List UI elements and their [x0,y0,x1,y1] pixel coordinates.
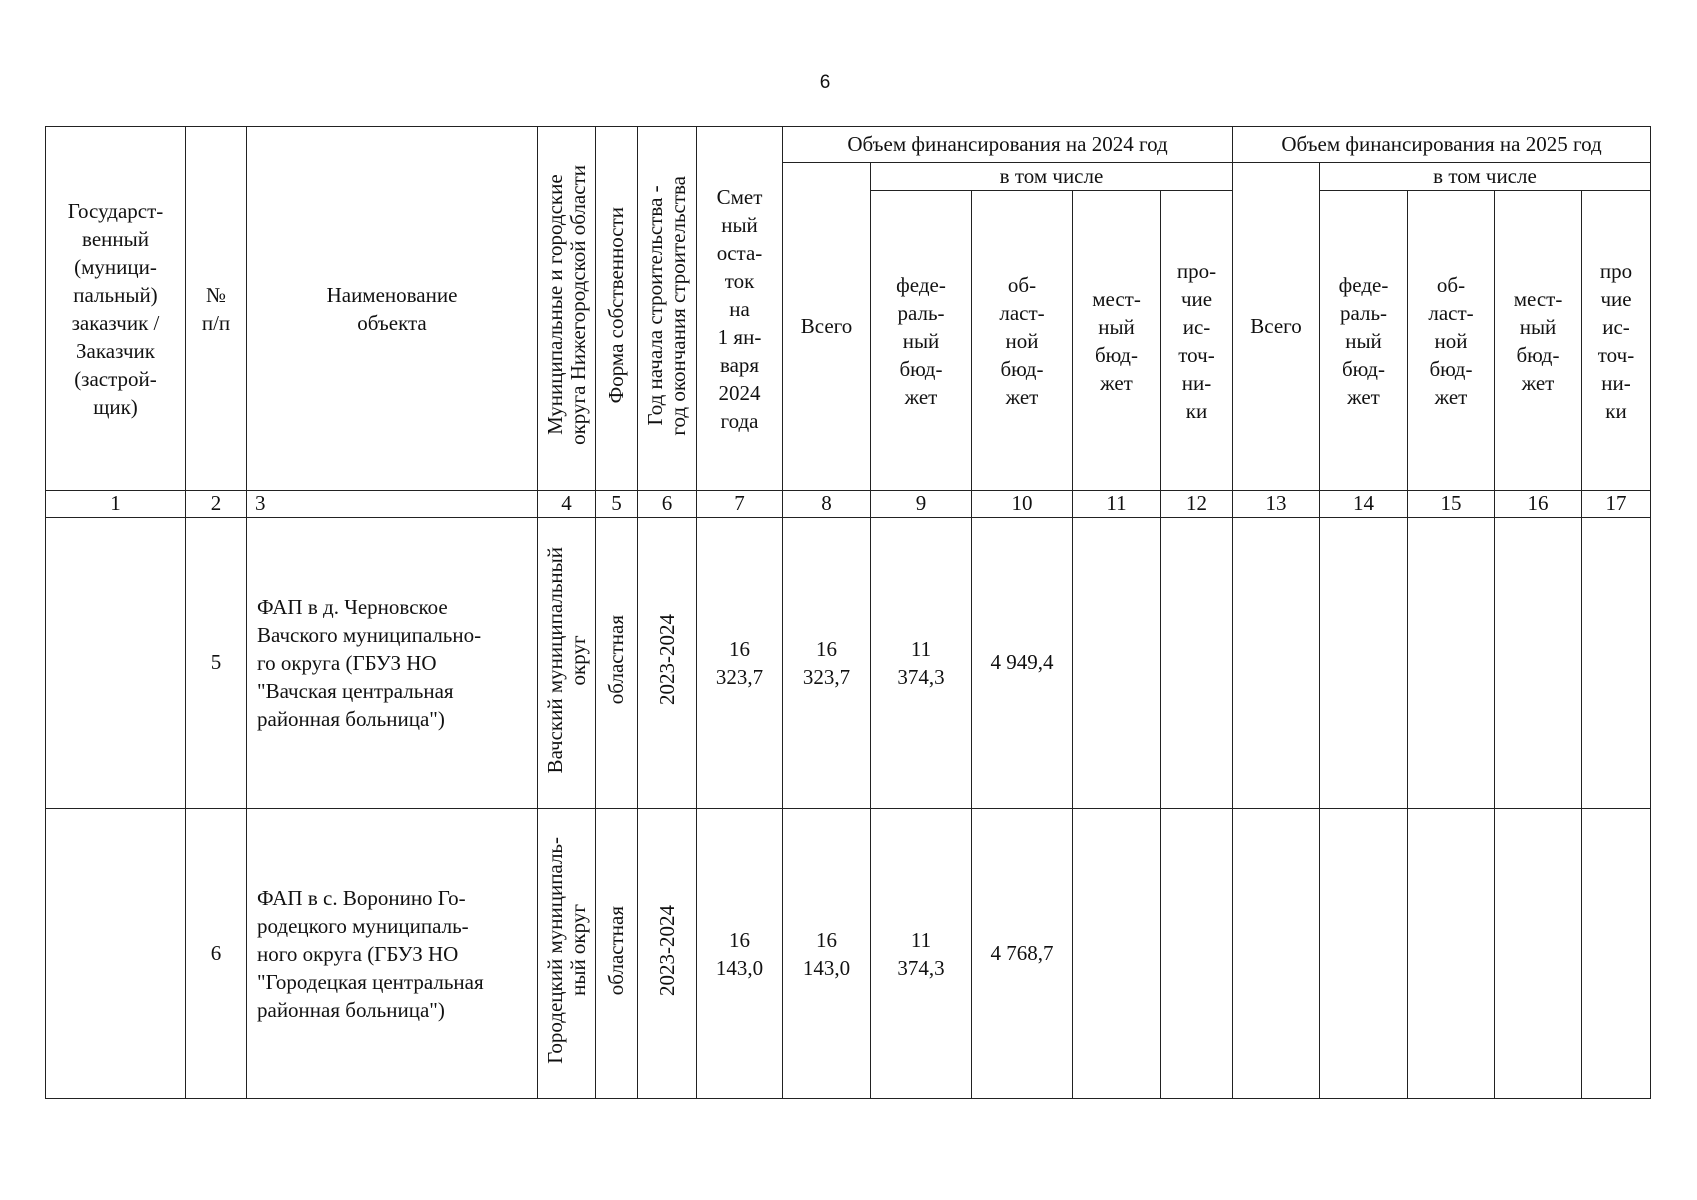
header-other-2025: про чие ис- точ- ни- ки [1582,191,1651,491]
column-number: 3 [247,491,538,518]
row-estimate: 16 323,7 [697,518,783,809]
table-row [46,518,1651,809]
row-federal-2025 [1320,809,1408,1099]
header-funding-2025: Объем финансирования на 2025 год [1233,127,1651,163]
row-total-2025 [1233,809,1320,1099]
header-including-2025: в том числе [1320,163,1651,191]
column-number: 15 [1408,491,1495,518]
column-number: 10 [972,491,1073,518]
row-total-2024: 16 143,0 [783,809,871,1099]
row-other-2025 [1582,809,1651,1099]
row-regional-2025 [1408,518,1495,809]
row-regional-2024: 4 768,7 [972,809,1073,1099]
header-including-2024: в том числе [871,163,1233,191]
row-years: 2023-2024 [638,809,697,1099]
column-number: 5 [596,491,638,518]
row-total-2025 [1233,518,1320,809]
header-municipality: Муниципальные и городские округа Нижегородской области [538,127,596,491]
row-number: 6 [186,809,247,1099]
row-number: 5 [186,518,247,809]
column-number: 11 [1073,491,1161,518]
page-number: 6 [819,72,831,93]
column-number: 7 [697,491,783,518]
row-object-name: ФАП в д. Черновское Вачского муниципально- го округа (ГБУЗ НО "Вачская центральная районная больница") [247,518,538,809]
header-federal-2025: феде- раль- ный бюд- жет [1320,191,1408,491]
column-number: 9 [871,491,972,518]
row-object-name: ФАП в с. Воронино Го- родецкого муниципаль- ного округа (ГБУЗ НО "Городецкая центральная районная больница") [247,809,538,1099]
table-row [46,809,1651,1099]
column-number: 16 [1495,491,1582,518]
header-object-name: Наименование объекта [247,127,538,491]
row-local-2024 [1073,809,1161,1099]
row-ownership: областная [596,518,638,809]
row-other-2025 [1582,518,1651,809]
row-municipality: Вачский муниципальный округ [538,518,596,809]
row-federal-2024: 11 374,3 [871,518,972,809]
header-ownership: Форма собственности [596,127,638,491]
row-years: 2023-2024 [638,518,697,809]
row-other-2024 [1161,809,1233,1099]
column-number: 1 [46,491,186,518]
row-regional-2024: 4 949,4 [972,518,1073,809]
column-number-row [46,491,1651,518]
header-other-2024: про- чие ис- точ- ни- ки [1161,191,1233,491]
row-local-2025 [1495,809,1582,1099]
header-local-2025: мест- ный бюд- жет [1495,191,1582,491]
header-local-2024: мест- ный бюд- жет [1073,191,1161,491]
row-local-2025 [1495,518,1582,809]
column-number: 6 [638,491,697,518]
header-regional-2024: об- ласт- ной бюд- жет [972,191,1073,491]
column-number: 14 [1320,491,1408,518]
row-customer [46,809,186,1099]
column-number: 17 [1582,491,1651,518]
header-funding-2024: Объем финансирования на 2024 год [783,127,1233,163]
row-federal-2025 [1320,518,1408,809]
header-years: Год начала строительства - год окончания строительства [638,127,697,491]
row-ownership: областная [596,809,638,1099]
column-number: 8 [783,491,871,518]
column-number: 4 [538,491,596,518]
header-estimate: Смет ный oста- ток на 1 ян- варя 2024 года [697,127,783,491]
header-federal-2024: феде- раль- ный бюд- жет [871,191,972,491]
row-regional-2025 [1408,809,1495,1099]
row-federal-2024: 11 374,3 [871,809,972,1099]
header-regional-2025: об- ласт- ной бюд- жет [1408,191,1495,491]
header-customer: Государст- венный (муници- пальный) заказчик / Заказчик (застрой- щик) [46,127,186,491]
row-local-2024 [1073,518,1161,809]
header-total-2025: Всего [1233,163,1320,491]
column-number: 2 [186,491,247,518]
header-row-1 [46,127,1651,163]
header-number: № п/п [186,127,247,491]
row-municipality: Городецкий муниципаль- ный округ [538,809,596,1099]
row-estimate: 16 143,0 [697,809,783,1099]
header-total-2024: Всего [783,163,871,491]
column-number: 13 [1233,491,1320,518]
financing-table [45,126,1651,1099]
row-total-2024: 16 323,7 [783,518,871,809]
row-customer [46,518,186,809]
column-number: 12 [1161,491,1233,518]
row-other-2024 [1161,518,1233,809]
